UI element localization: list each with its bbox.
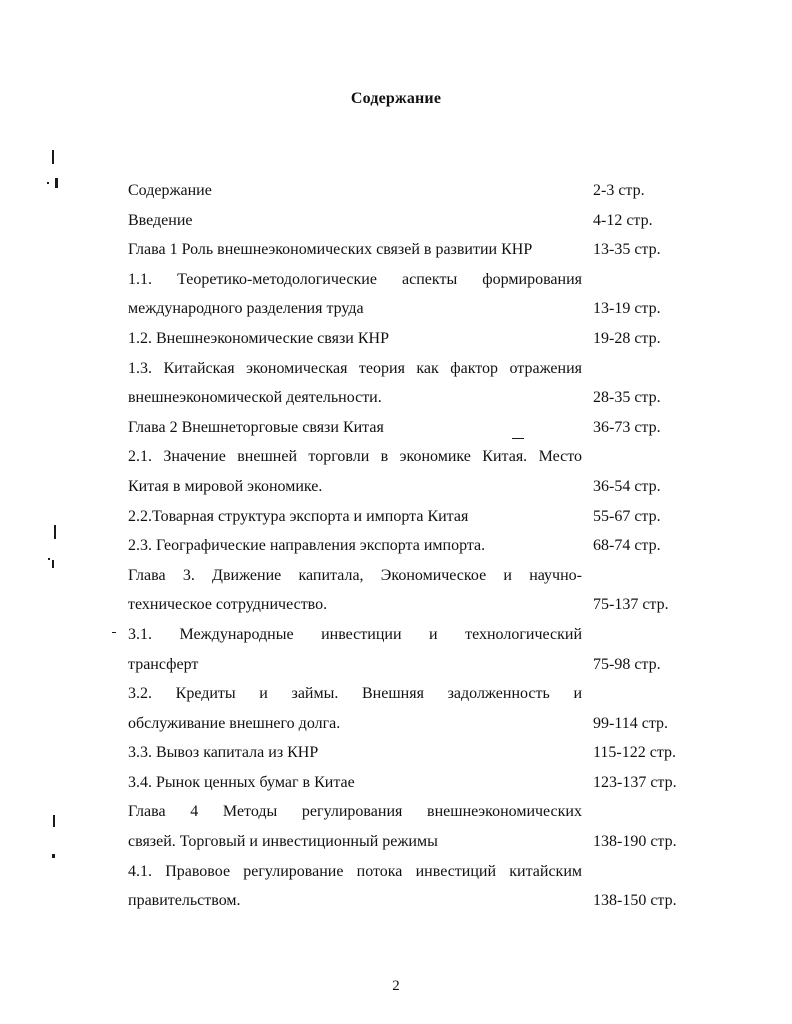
toc-entry-pages: 19-28 стр.: [593, 329, 661, 347]
toc-line: [128, 768, 698, 798]
scan-mark: [47, 182, 49, 184]
toc-entry-text: внешнеэкономической деятельности.: [128, 389, 382, 407]
toc-line: [128, 709, 698, 739]
toc-entry-text: 1.1. Теоретико-методологические аспекты формирования: [128, 270, 582, 288]
toc-entry-pages: 99-114 стр.: [593, 714, 669, 732]
page-number: 2: [392, 978, 400, 994]
toc-entry-text: Глава 3. Движение капитала, Экономическое и научно-: [128, 566, 582, 584]
toc-entry-pages: 55-67 стр.: [593, 507, 661, 525]
toc-line: [128, 324, 698, 354]
toc-entry-pages: 36-73 стр.: [593, 418, 661, 436]
toc-entry-pages: 138-150 стр.: [593, 892, 677, 910]
toc-line: [128, 442, 698, 472]
toc-entry-pages: 13-19 стр.: [593, 300, 661, 318]
scan-mark: [48, 558, 50, 560]
toc-entry-text: связей. Торговый и инвестиционный режимы: [128, 833, 438, 851]
toc-entry-pages: 2-3 стр.: [593, 182, 645, 199]
toc-entry-text: техническое сотрудничество.: [128, 596, 328, 614]
toc-line: [128, 235, 698, 265]
toc-line: [128, 561, 698, 591]
toc-line: [128, 472, 698, 502]
toc-entry-pages: 123-137 стр.: [593, 773, 677, 791]
toc-entry-text: Введение: [128, 211, 193, 229]
scan-mark: [52, 150, 54, 164]
toc-entry-text: международного разделения труда: [128, 300, 364, 318]
toc-line: [128, 886, 698, 916]
toc-line: [128, 383, 698, 413]
toc-line: [128, 206, 698, 236]
toc-entry-text: 3.4. Рынок ценных бумаг в Китае: [128, 773, 355, 791]
toc-entry-text: трансферт: [128, 655, 199, 673]
toc-line: [128, 797, 698, 827]
toc-entry-text: правительством.: [128, 892, 241, 910]
toc-entry-text: Содержание: [128, 182, 212, 199]
toc-entry-pages: 4-12 стр.: [593, 211, 653, 229]
toc-entry-text: 3.3. Вывоз капитала из КНР: [128, 744, 319, 762]
scan-mark: [112, 632, 116, 633]
toc-line: [128, 294, 698, 324]
toc-line: [128, 531, 698, 561]
toc-entry-text: 3.2. Кредиты и займы. Внешняя задолженность и: [128, 685, 582, 703]
toc-entry-text: 2.1. Значение внешней торговли в экономике Китая. Место: [128, 448, 582, 466]
toc-entry-pages: 68-74 стр.: [593, 537, 661, 555]
scan-mark: [52, 854, 55, 858]
toc-entry-text: 3.1. Международные инвестиции и технологический: [128, 625, 582, 643]
toc-line: [128, 738, 698, 768]
toc-entry-pages: 13-35 стр.: [593, 241, 661, 259]
toc-line: [128, 354, 698, 384]
scan-mark: [512, 438, 524, 439]
toc-line: [128, 176, 698, 206]
toc-line: [128, 413, 698, 443]
toc-entry-pages: 75-137 стр.: [593, 596, 669, 614]
scan-mark: [52, 560, 54, 568]
toc-line: [128, 650, 698, 680]
toc-entry-pages: 75-98 стр.: [593, 655, 661, 673]
toc-line: [128, 265, 698, 295]
scan-mark: [53, 815, 55, 827]
toc-line: [128, 502, 698, 532]
toc-entry-text: обслуживание внешнего долга.: [128, 714, 341, 732]
toc-line: [128, 620, 698, 650]
toc-entry-text: 4.1. Правовое регулирование потока инвестиций китайским: [128, 862, 582, 880]
toc-line: [128, 679, 698, 709]
toc-entry-text: Глава 1 Роль внешнеэкономических связей в развитии КНР: [128, 241, 533, 259]
scan-mark: [55, 178, 58, 188]
toc-entry-text: 2.2.Товарная структура экспорта и импорта Китая: [128, 507, 469, 525]
scan-mark: [54, 525, 56, 539]
toc-entry-text: Китая в мировой экономике.: [128, 477, 323, 495]
toc-line: [128, 857, 698, 887]
toc-entry-text: Глава 4 Методы регулирования внешнеэкономических: [128, 803, 582, 821]
page-title: Содержание: [350, 90, 442, 107]
toc-entry-pages: 138-190 стр.: [593, 833, 677, 851]
toc-entry-text: Глава 2 Внешнеторговые связи Китая: [128, 418, 384, 436]
toc-entry-pages: 115-122 стр.: [593, 744, 677, 762]
toc-line: [128, 590, 698, 620]
toc-entry-text: 2.3. Географические направления экспорта импорта.: [128, 537, 486, 555]
table-of-contents: [128, 176, 698, 916]
toc-line: [128, 827, 698, 857]
toc-entry-text: 1.3. Китайская экономическая теория как фактор отражения: [128, 359, 582, 377]
toc-entry-pages: 28-35 стр.: [593, 389, 661, 407]
toc-entry-pages: 36-54 стр.: [593, 477, 661, 495]
toc-entry-text: 1.2. Внешнеэкономические связи КНР: [128, 329, 389, 347]
